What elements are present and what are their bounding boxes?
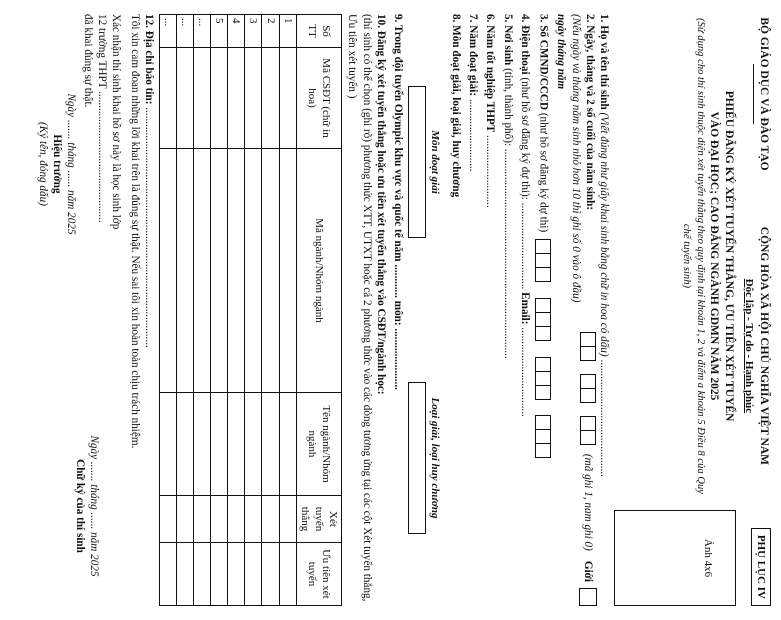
phone-input[interactable]: (như hồ sơ đăng ký dự thi): ............................... <box>518 77 531 290</box>
national-motto: Độc lập - Tự do - Hạnh phúc <box>743 278 756 414</box>
col-header-major-name: Tên ngành/Nhóm ngành <box>296 393 341 496</box>
ministry-underline <box>753 64 754 124</box>
table-row: 5 <box>211 15 228 606</box>
photo-box[interactable] <box>614 510 736 606</box>
ministry-block <box>753 14 771 174</box>
table-header-row <box>296 15 341 606</box>
mailing-address-input[interactable]: ...................................................................................... <box>143 107 155 348</box>
birthplace-input[interactable]: (tỉnh, thành phố): ........................................................................... <box>501 68 514 359</box>
field-mailing-address: 12. Địa chỉ báo tin: ...................................................................................... <box>143 14 155 348</box>
table-row: 3 <box>245 15 262 606</box>
id-number-boxes[interactable] <box>535 239 551 281</box>
field-birthdate-row: 2. Ngày, tháng và 2 số cuối của năm sinh: (Nếu ngày và tháng năm sinh nhỏ hơn 10 thì ghi số 0 vào ô đầu) ngày tháng năm (mã ghi 1, nam ghi 0) Giới <box>554 14 597 606</box>
commitment-text: Tôi xin cam đoan những lời khai trên là đúng sự thật. Nếu sai tôi xin hoàn toàn chịu trách nhiệm. <box>128 14 141 449</box>
school-confirmation: Xác nhận thí sinh khai hồ sơ này là học sinh lớp 12 trường THPT ............................................... đã khai đúng sự thật. Ngày ....... tháng ...... năm 2025 Hiệu trưởng (Ký tên, đóng dấu) <box>35 14 123 314</box>
award-type-label: Loại giải, loại huy chương <box>429 397 442 519</box>
award-subject-input[interactable] <box>408 86 426 238</box>
award-year-input[interactable]: .......................... <box>466 98 479 172</box>
table-row: 4 <box>228 15 245 606</box>
col-header-major-code: Mã ngành/Nhóm ngành <box>296 149 341 393</box>
email-input[interactable]: ................................ <box>518 327 531 417</box>
appendix-label: PHỤ LỤC IV <box>751 528 771 606</box>
table-row: 1 <box>279 15 296 606</box>
award-boxes <box>408 14 442 606</box>
field-birthplace: 5. Nơi sinh (tỉnh, thành phố): ........................................................................... <box>501 14 514 359</box>
birth-year-boxes[interactable] <box>580 416 596 444</box>
title-block <box>614 14 736 498</box>
gender-label: Giới <box>582 560 595 582</box>
birth-month-boxes[interactable] <box>580 374 596 402</box>
field-id-number: 3. Số CMND/CCCD (như hồ sơ đăng ký dự thi) <box>535 14 551 606</box>
ministry-name: BỘ GIÁO DỤC VÀ ĐÀO TẠO <box>758 17 770 171</box>
candidate-signature: Ngày ....... tháng ...... năm 2025 Chữ ký của thí sinh <box>35 406 123 606</box>
award-type-input[interactable] <box>408 382 426 534</box>
gender-box[interactable] <box>579 588 597 606</box>
country-name: CỘNG HÒA XÃ HỘI CHỦ NGHĨA VIỆT NAM <box>758 226 770 466</box>
country-block <box>742 174 771 518</box>
col-header-stt: Số TT <box>296 15 341 48</box>
form-usage-note: (Sử dụng cho thí sinh thuộc diện xét tuyển thẳng theo quy định tại khoản 1, 2 và điểm a khoản 5 Điều 8 của Quy chế tuyển sinh) <box>681 18 706 494</box>
field-graduation-year: 6. Năm tốt nghiệp THPT .......................... <box>484 14 497 208</box>
gender-field[interactable] <box>579 561 597 606</box>
candidate-signature-label: Chữ ký của thí sinh <box>74 459 87 553</box>
table-row: 2 <box>262 15 279 606</box>
registration-table <box>159 14 342 606</box>
graduation-year-input[interactable]: .......................... <box>484 135 497 208</box>
award-subject-label: Môn đoạt giải <box>429 130 442 194</box>
title-row <box>614 14 736 606</box>
field-olympic-team: 9. Trong đội tuyển Olympic khu vực và quốc tế năm ............ môn: ...................... <box>392 14 405 390</box>
photo-label: Ảnh 4x6 <box>702 538 715 578</box>
principal-title: Hiệu trưởng <box>51 134 64 194</box>
form-title-line2: VÀO ĐẠI HỌC; CAO ĐẲNG NGÀNH GDMN NĂM 2025 <box>708 111 721 401</box>
col-header-csdt: Mã CSĐT (chữ in hoa) <box>296 48 341 149</box>
field-award-subject: 8. Môn đoạt giải, loại giải, huy chương <box>449 14 462 198</box>
table-row: ... <box>194 15 211 606</box>
form-header <box>742 14 771 606</box>
birth-day-boxes[interactable] <box>580 332 596 360</box>
table-row: ... <box>160 15 177 606</box>
col-header-direct-admission: Xét tuyển thẳng <box>296 496 341 543</box>
form-title-line1: PHIẾU ĐĂNG KÝ XÉT TUYỂN THẲNG, ƯU TIÊN XÉT TUYỂN <box>723 90 736 422</box>
table-row: ... <box>177 15 194 606</box>
field-registration: 10. Đăng ký xét tuyển thẳng hoặc ưu tiên xét tuyển thẳng vào CSĐT/ngành học: <box>374 14 387 395</box>
col-header-priority-admission: Ưu tiên xét tuyển <box>296 543 341 606</box>
field-award-year: 7. Năm đoạt giải: .......................... <box>466 14 479 172</box>
full-name-input[interactable]: .......................................... <box>598 359 611 477</box>
signature-section <box>35 14 123 606</box>
registration-note: (thí sinh có thể chọn (ghi rõ) phương thức XTT, UTXT hoặc cả 2 phương thức vào các dòng tương ứng tại các cột Xét tuyển thẳng, Ưu tiên xét tuyển ) <box>346 14 373 602</box>
field-full-name: 1. Họ và tên thí sinh (Viết đúng như giấy khai sinh bằng chữ in hoa có dấu) .......................................... <box>598 14 611 477</box>
field-phone-email: 4. Điện thoại (như hồ sơ đăng ký dự thi): ............................... Email: ................................ <box>518 14 531 417</box>
